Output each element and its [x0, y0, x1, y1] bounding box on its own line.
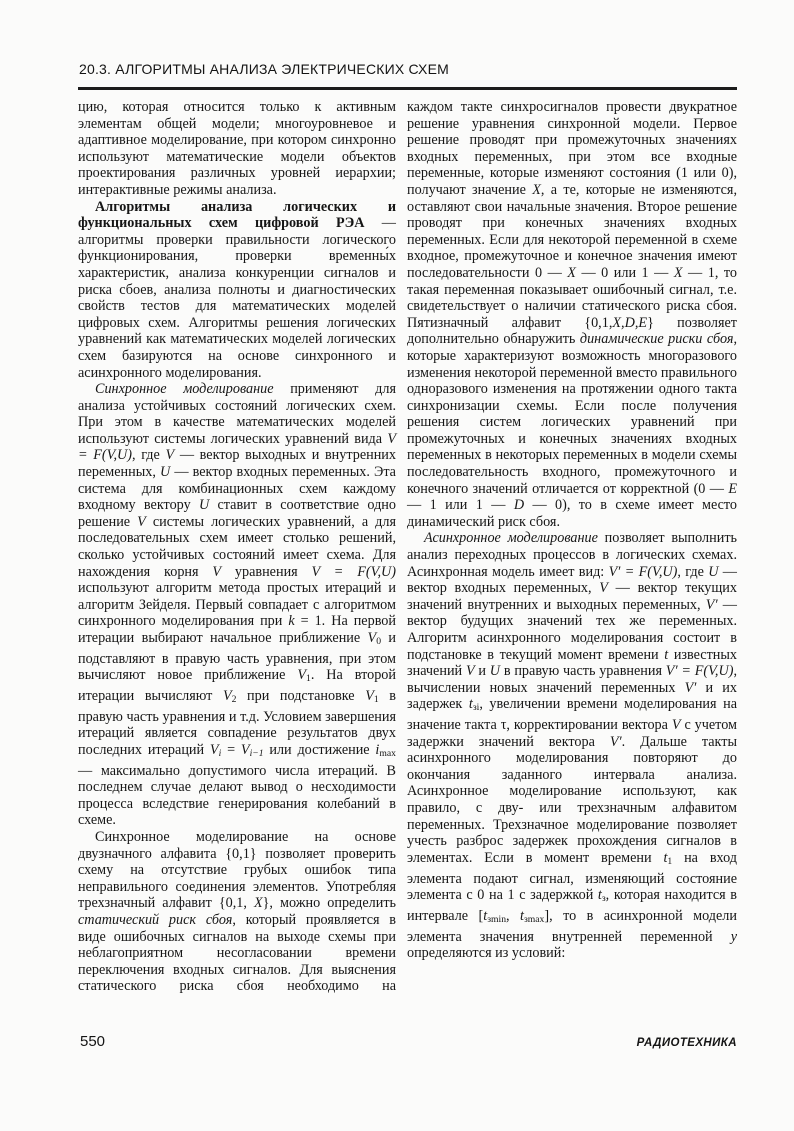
text-run: V — [137, 513, 146, 530]
text-run: зi — [472, 702, 480, 714]
text-run: U — [160, 464, 171, 481]
text-run: V′ — [684, 679, 697, 696]
paragraph — [78, 829, 396, 995]
text-run: , увеличении времени моделирования на значение такта τ, корректировании вектора — [407, 696, 737, 734]
text-run: V′ — [609, 733, 622, 750]
text-run: = 1. На первой итерации выбирают начальное приближение — [78, 613, 396, 646]
text-run: ], то в асинхронной модели элемента значения внутренней переменной — [407, 907, 737, 945]
text-run: 1 — [373, 694, 379, 706]
text-run: t — [664, 646, 669, 663]
text-run: V — [367, 630, 377, 646]
text-run: V = F(V,U) — [311, 563, 396, 580]
text-run: X — [673, 264, 683, 281]
text-run: , которая находится в интервале [ — [407, 887, 738, 924]
text-run: и — [474, 663, 490, 680]
text-run: — алгоритмы проверки правильности логического функционирования, проверки временны́х характеристик, анализа конкуренции сигналов и риска сбоев, анализа полноты и диагностических свойств тестов для математических моделей цифровых схем. Алгоритмы решения логических уравнений как математических моделей логических схем базируются на основе синхронного и асинхронного моделирования. — [78, 215, 396, 381]
section-heading: 20.3. АЛГОРИТМЫ АНАЛИЗА ЭЛЕКТРИЧЕСКИХ СХЕМ — [79, 61, 449, 77]
text-run: k — [288, 613, 295, 630]
text-run: t — [597, 887, 602, 904]
text-run: V — [222, 688, 232, 704]
text-run: U — [489, 663, 501, 680]
text-run: — вектор будущих значений тех же переменных. Алгоритм асинхронного моделирования состоит в подстановке в текущий момент времени — [407, 596, 737, 663]
text-run: зmax — [523, 913, 545, 925]
text-run: E — [728, 480, 737, 497]
text-run: Асинхронное моделирование — [424, 530, 598, 547]
text-run: Синхронное моделирование на основе двузначного алфавита {0,1} позволяет проверить схему на отсутствие грубых ошибок типа неправильного соединения элементов. Употребляя трехзначный алфавит {0,1, — [78, 828, 396, 912]
text-run: — вектор выходных и внутренних переменных, — [78, 447, 396, 481]
text-run: и подставляют в правую часть уравнения, при этом вычисляют новое приближение — [78, 630, 396, 684]
text-run: , который проявляется в виде ошибочных сигналов на выходе схемы при неблагоприятном несогласовании времени переключения входных сигналов. Для выяснения статического риска сбоя необходимо на — [78, 911, 396, 995]
text-run: V — [671, 717, 681, 734]
text-run: определяются из условий: — [407, 945, 566, 962]
text-run: на вход элемента подают сигнал, изменяющий состояние элемента с 0 на 1 с задержкой — [407, 849, 737, 904]
text-run: — вектор входных переменных, — [407, 563, 737, 597]
text-run: зmin — [487, 913, 507, 925]
text-run: t — [520, 907, 524, 924]
text-run: } позволяет дополнительно обнаружить — [407, 314, 737, 348]
text-run: — вектор входных переменных. Эта система для комбинационных схем каждому входному вектору — [78, 464, 396, 514]
text-run: t — [468, 696, 473, 713]
text-run: з — [601, 893, 606, 905]
text-columns — [78, 99, 737, 995]
text-run: — 0), то в схеме имеет место динамический риск сбоя. — [407, 497, 738, 530]
text-run: , вычислении новых значений переменных — [407, 663, 738, 696]
text-run: X — [532, 181, 541, 198]
text-run: t — [483, 907, 488, 924]
text-run: при подстановке — [236, 688, 366, 704]
text-run: V′ = F(V,U) — [665, 663, 734, 680]
text-run: V — [465, 663, 475, 680]
text-run: V — [165, 447, 175, 464]
text-run: 1 — [305, 673, 311, 685]
text-run: }, можно определить — [262, 895, 397, 912]
text-run: используют алгоритм метода простых итераций и алгоритм Зейделя. Первый совпадает с алгоритмом синхронного моделирования при — [78, 580, 396, 630]
text-run: i — [218, 748, 222, 759]
text-run: V = F(V,U) — [78, 430, 396, 464]
text-run: 1 — [667, 855, 673, 867]
text-run: V — [240, 741, 250, 758]
text-run: , а те, которые не изменяются, оставляют свои начальные значения. Второе решение проводят при конечных значениях входных переменных. Если для некоторой переменной в схеме входное, промежуточное и конечное значения имеют последовательности 0 — — [407, 181, 737, 281]
text-run: D — [513, 497, 525, 514]
text-run: — 1 или 1 — — [407, 497, 514, 514]
header-rule — [78, 87, 737, 90]
text-run: — максимально допустимого числа итераций. В последнем случае делают вывод о несходимости процесса вследствие генерирования колебаний в схеме. — [78, 762, 396, 829]
text-run: . Дальше такты асинхронного моделирования повторяют до окончания заданного интервала анализа. Асинхронное моделирование используют, как правило, с дву- или трехзначным алфавитом переменных. Трехзначное моделирование позволяет учесть разброс задержек прохождения сигналов в элементах. Если в момент времени — [407, 733, 737, 866]
text-run: Алгоритмы анализа логических и функциональных схем цифровой РЭА — [78, 198, 396, 232]
text-run: в правую часть уравнения — [500, 663, 666, 680]
page-number: 550 — [80, 1033, 106, 1050]
text-run: 0 — [376, 636, 382, 648]
text-run: или достижение — [263, 741, 376, 758]
paragraph — [78, 99, 396, 199]
text-run: V′ = F(V,U) — [608, 563, 678, 580]
text-run: динамические риски сбоя — [579, 331, 734, 348]
text-run: , где — [131, 447, 166, 464]
text-run: y — [730, 928, 737, 945]
text-run: и их задержек — [407, 679, 737, 713]
text-run: уравнения — [221, 563, 312, 580]
text-run: V′ — [705, 596, 718, 613]
text-run: , — [506, 907, 520, 924]
text-run: — вектор текущих значений внутренних и выходных переменных, — [407, 580, 737, 613]
text-run: — 0 или 1 — — [575, 264, 674, 281]
text-run: X,D,E — [612, 314, 648, 331]
journal-name: РАДИОТЕХНИКА — [636, 1037, 737, 1049]
text-run: X — [567, 264, 576, 281]
text-run: U — [708, 563, 719, 580]
text-run: , где — [677, 563, 709, 580]
text-run: V — [599, 580, 608, 597]
text-run: Синхронное моделирование — [95, 381, 274, 398]
text-run: статический риск сбоя — [78, 911, 233, 928]
text-run: 2 — [231, 694, 237, 706]
text-run: с учетом задержки значений вектора — [407, 717, 737, 750]
paragraph — [407, 99, 737, 530]
text-run: ставит в соответствие одно решение — [78, 497, 396, 530]
text-run: в правую часть уравнения и т.д. Условием завершения итераций является совпадение результатов двух последних итераций — [78, 688, 397, 758]
text-run: известных значений — [407, 646, 737, 680]
text-run: i — [375, 741, 380, 758]
paragraph — [407, 530, 737, 961]
text-run: каждом такте синхросигналов провести двукратное решение уравнения синхронной модели. Первое решение проводят при промежуточных значениях входных переменных, при этом все входные переменные, которые изменяют состояния (1 или 0), получают значение — [407, 99, 737, 198]
text-run: , которые характеризуют возможность многоразового изменения некоторой переменной вместо правильного одноразового изменения на протяжении одного такта синхронизации схемы. Если после получения решения систем логических уравнений при промежуточных и конечных значениях входных переменных в некоторых переменных в модели схемы последовательность входного, промежуточного и конечного значений отличается от корректной (0 — — [407, 331, 737, 497]
text-run: системы логических уравнений, а для последовательных схем имеет столько решений, сколько устойчивых состояний имеет схема. Для нахождения корня — [78, 513, 396, 580]
column-right — [407, 99, 737, 995]
paragraph — [78, 381, 396, 829]
text-run: = — [221, 741, 241, 758]
text-run: V — [297, 667, 306, 684]
text-run: V — [365, 688, 374, 704]
text-run: V — [212, 563, 222, 580]
text-run: применяют для анализа устойчивых состояний логических схем. При этом в качестве математических моделей используют системы логических уравнений вида — [78, 381, 396, 447]
text-run: . На второй итерации вычисляют — [78, 667, 396, 704]
text-run: i−1 — [249, 748, 264, 759]
text-run: X — [253, 895, 263, 912]
column-left — [78, 99, 396, 995]
text-run: позволяет выполнить анализ переходных процессов в логических схемах. Асинхронная модель имеет вид: — [407, 530, 737, 580]
text-run: цию, которая относится только к активным элементам общей модели; многоуровневое и адаптивное моделирование, при котором синхронно используют математические модели объектов проектирования различных уровней иерархии; интерактивные режимы анализа. — [78, 99, 396, 198]
text-run: V — [209, 741, 219, 758]
text-run: max — [379, 748, 396, 759]
paragraph — [78, 199, 396, 382]
text-run: U — [198, 497, 210, 514]
text-run: t — [663, 849, 668, 866]
text-run: — 1, то такая переменная показывает ошибочный сигнал, т.е. свидетельствует о наличии статического риска сбоя. Пятизначный алфавит {0,1, — [407, 264, 738, 331]
